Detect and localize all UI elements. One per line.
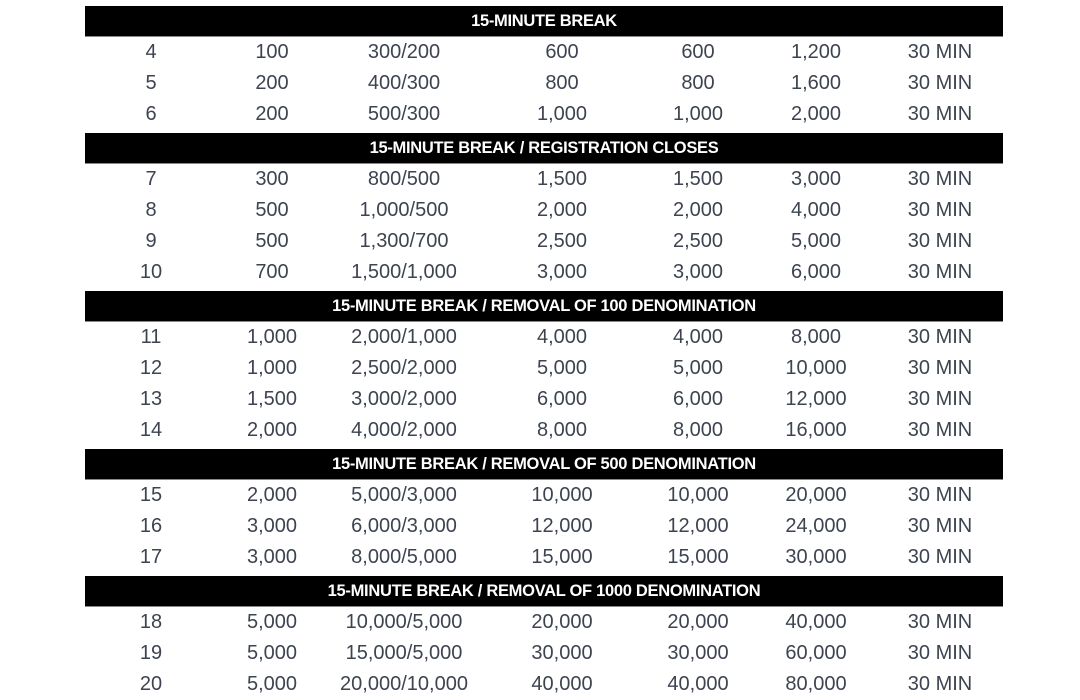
level-cell: 19 bbox=[139, 642, 163, 664]
table-row bbox=[0, 164, 1080, 195]
blinds-cell: 300/200 bbox=[367, 41, 441, 63]
col5-cell: 600 bbox=[681, 41, 715, 63]
ante-cell: 3,000 bbox=[246, 515, 298, 537]
blinds-cell: 8,000/5,000 bbox=[351, 546, 457, 568]
duration-cell: 30 MIN bbox=[907, 611, 973, 633]
duration-cell: 30 MIN bbox=[907, 261, 973, 283]
blinds-cell: 4,000/2,000 bbox=[351, 419, 457, 441]
level-cell: 12 bbox=[139, 357, 163, 379]
duration-cell: 30 MIN bbox=[907, 515, 973, 537]
table-row bbox=[0, 669, 1080, 700]
ante-cell: 200 bbox=[255, 103, 289, 125]
break-banner: 15-MINUTE BREAK / REMOVAL OF 1000 DENOMINATION bbox=[85, 576, 1003, 607]
break-banner: 15-MINUTE BREAK / REMOVAL OF 500 DENOMINATION bbox=[85, 449, 1003, 480]
blinds-cell: 20,000/10,000 bbox=[340, 673, 468, 695]
table-row bbox=[0, 37, 1080, 68]
col6-cell: 16,000 bbox=[785, 419, 847, 441]
col4-cell: 800 bbox=[545, 72, 579, 94]
duration-cell: 30 MIN bbox=[907, 546, 973, 568]
level-cell: 7 bbox=[145, 168, 157, 190]
level-cell: 6 bbox=[145, 103, 157, 125]
col6-cell: 8,000 bbox=[790, 326, 842, 348]
ante-cell: 100 bbox=[255, 41, 289, 63]
duration-cell: 30 MIN bbox=[907, 673, 973, 695]
col5-cell: 10,000 bbox=[667, 484, 729, 506]
blinds-cell: 15,000/5,000 bbox=[345, 642, 463, 664]
col4-cell: 10,000 bbox=[531, 484, 593, 506]
col4-cell: 30,000 bbox=[531, 642, 593, 664]
col4-cell: 2,000 bbox=[536, 199, 588, 221]
blinds-cell: 400/300 bbox=[367, 72, 441, 94]
ante-cell: 1,500 bbox=[246, 388, 298, 410]
blinds-cell: 1,500/1,000 bbox=[351, 261, 457, 283]
duration-cell: 30 MIN bbox=[907, 419, 973, 441]
ante-cell: 700 bbox=[255, 261, 289, 283]
blinds-cell: 1,300/700 bbox=[359, 230, 449, 252]
table-row bbox=[0, 0, 1080, 3]
table-row bbox=[0, 195, 1080, 226]
table-row bbox=[0, 511, 1080, 542]
table-row bbox=[0, 226, 1080, 257]
col6-cell: 24,000 bbox=[785, 515, 847, 537]
break-banner: 15-MINUTE BREAK / REGISTRATION CLOSES bbox=[85, 133, 1003, 164]
table-row bbox=[0, 384, 1080, 415]
blinds-cell: 5,000/3,000 bbox=[351, 484, 457, 506]
level-cell: 11 bbox=[140, 326, 162, 348]
col6-cell: 5,000 bbox=[790, 230, 842, 252]
table-row bbox=[0, 257, 1080, 288]
col5-cell: 3,000 bbox=[672, 261, 724, 283]
ante-cell bbox=[255, 0, 288, 3]
col4-cell: 1,000 bbox=[536, 103, 588, 125]
blinds-cell: 500/300 bbox=[367, 103, 441, 125]
ante-cell: 1,000 bbox=[246, 326, 298, 348]
ante-cell: 3,000 bbox=[246, 546, 298, 568]
col6-cell: 6,000 bbox=[790, 261, 842, 283]
col6-cell: 1,600 bbox=[790, 72, 842, 94]
level-cell: 8 bbox=[145, 199, 157, 221]
ante-cell: 200 bbox=[255, 72, 289, 94]
duration-cell: 30 MIN bbox=[907, 199, 973, 221]
col5-cell bbox=[681, 0, 714, 3]
col5-cell: 4,000 bbox=[672, 326, 724, 348]
col6-cell: 10,000 bbox=[785, 357, 847, 379]
col4-cell: 12,000 bbox=[531, 515, 593, 537]
col6-cell: 30,000 bbox=[785, 546, 847, 568]
break-banner: 15-MINUTE BREAK / REMOVAL OF 100 DENOMINATION bbox=[85, 291, 1003, 322]
duration-cell: 30 MIN bbox=[907, 72, 973, 94]
col4-cell: 1,500 bbox=[536, 168, 588, 190]
col5-cell: 1,000 bbox=[672, 103, 724, 125]
level-cell: 5 bbox=[145, 72, 157, 94]
col4-cell bbox=[545, 0, 578, 3]
table-row bbox=[0, 99, 1080, 130]
blinds-cell: 3,000/2,000 bbox=[351, 388, 457, 410]
col5-cell: 2,000 bbox=[672, 199, 724, 221]
col6-cell: 20,000 bbox=[785, 484, 847, 506]
level-cell: 18 bbox=[139, 611, 163, 633]
blinds-cell bbox=[368, 0, 440, 3]
col5-cell: 20,000 bbox=[667, 611, 729, 633]
duration-cell: 30 MIN bbox=[907, 357, 973, 379]
col6-cell: 4,000 bbox=[790, 199, 842, 221]
col5-cell: 40,000 bbox=[667, 673, 729, 695]
table-row bbox=[0, 415, 1080, 446]
table-row bbox=[0, 68, 1080, 99]
level-cell: 4 bbox=[145, 41, 157, 63]
table-row bbox=[0, 607, 1080, 638]
ante-cell: 300 bbox=[255, 168, 289, 190]
table-row bbox=[0, 353, 1080, 384]
col6-cell: 60,000 bbox=[785, 642, 847, 664]
col5-cell: 15,000 bbox=[667, 546, 729, 568]
col4-cell: 15,000 bbox=[531, 546, 593, 568]
duration-cell: 30 MIN bbox=[907, 388, 973, 410]
col6-cell: 3,000 bbox=[790, 168, 842, 190]
col5-cell: 5,000 bbox=[672, 357, 724, 379]
col4-cell: 20,000 bbox=[531, 611, 593, 633]
col5-cell: 6,000 bbox=[672, 388, 724, 410]
blinds-cell: 6,000/3,000 bbox=[351, 515, 457, 537]
blinds-cell: 10,000/5,000 bbox=[345, 611, 463, 633]
ante-cell: 2,000 bbox=[246, 419, 298, 441]
col4-cell: 40,000 bbox=[531, 673, 593, 695]
level-cell: 15 bbox=[139, 484, 163, 506]
level-cell: 9 bbox=[145, 230, 157, 252]
col4-cell: 3,000 bbox=[536, 261, 588, 283]
col5-cell: 2,500 bbox=[672, 230, 724, 252]
col5-cell: 800 bbox=[681, 72, 715, 94]
level-cell: 20 bbox=[139, 673, 163, 695]
duration-cell: 30 MIN bbox=[907, 642, 973, 664]
ante-cell: 1,000 bbox=[246, 357, 298, 379]
col6-cell: 40,000 bbox=[785, 611, 847, 633]
col4-cell: 4,000 bbox=[536, 326, 588, 348]
blinds-cell: 2,000/1,000 bbox=[351, 326, 457, 348]
level-cell: 14 bbox=[139, 419, 163, 441]
duration-cell: 30 MIN bbox=[907, 41, 973, 63]
level-cell: 10 bbox=[139, 261, 163, 283]
col4-cell: 2,500 bbox=[536, 230, 588, 252]
col5-cell: 8,000 bbox=[672, 419, 724, 441]
ante-cell: 5,000 bbox=[246, 611, 298, 633]
col6-cell: 1,200 bbox=[790, 41, 842, 63]
duration-cell: 30 MIN bbox=[907, 326, 973, 348]
col4-cell: 6,000 bbox=[536, 388, 588, 410]
level-cell: 16 bbox=[139, 515, 163, 537]
break-banner: 15-MINUTE BREAK bbox=[85, 6, 1003, 37]
blinds-cell: 1,000/500 bbox=[359, 199, 449, 221]
col4-cell: 5,000 bbox=[536, 357, 588, 379]
table-row bbox=[0, 322, 1080, 353]
col4-cell: 600 bbox=[545, 41, 579, 63]
duration-cell bbox=[908, 0, 972, 3]
level-cell: 13 bbox=[139, 388, 163, 410]
table-row bbox=[0, 638, 1080, 669]
col6-cell bbox=[799, 0, 832, 3]
level-cell: 17 bbox=[139, 546, 163, 568]
blinds-cell: 2,500/2,000 bbox=[351, 357, 457, 379]
col5-cell: 1,500 bbox=[672, 168, 724, 190]
ante-cell: 2,000 bbox=[246, 484, 298, 506]
blinds-cell: 800/500 bbox=[367, 168, 441, 190]
duration-cell: 30 MIN bbox=[907, 230, 973, 252]
col6-cell: 2,000 bbox=[790, 103, 842, 125]
table-row bbox=[0, 542, 1080, 573]
ante-cell: 500 bbox=[255, 230, 289, 252]
col5-cell: 12,000 bbox=[667, 515, 729, 537]
duration-cell: 30 MIN bbox=[907, 103, 973, 125]
duration-cell: 30 MIN bbox=[907, 484, 973, 506]
table-row bbox=[0, 480, 1080, 511]
col4-cell: 8,000 bbox=[536, 419, 588, 441]
ante-cell: 500 bbox=[255, 199, 289, 221]
ante-cell: 5,000 bbox=[246, 642, 298, 664]
col6-cell: 12,000 bbox=[785, 388, 847, 410]
ante-cell: 5,000 bbox=[246, 673, 298, 695]
col5-cell: 30,000 bbox=[667, 642, 729, 664]
level-cell bbox=[145, 0, 156, 3]
col6-cell: 80,000 bbox=[785, 673, 847, 695]
duration-cell: 30 MIN bbox=[907, 168, 973, 190]
